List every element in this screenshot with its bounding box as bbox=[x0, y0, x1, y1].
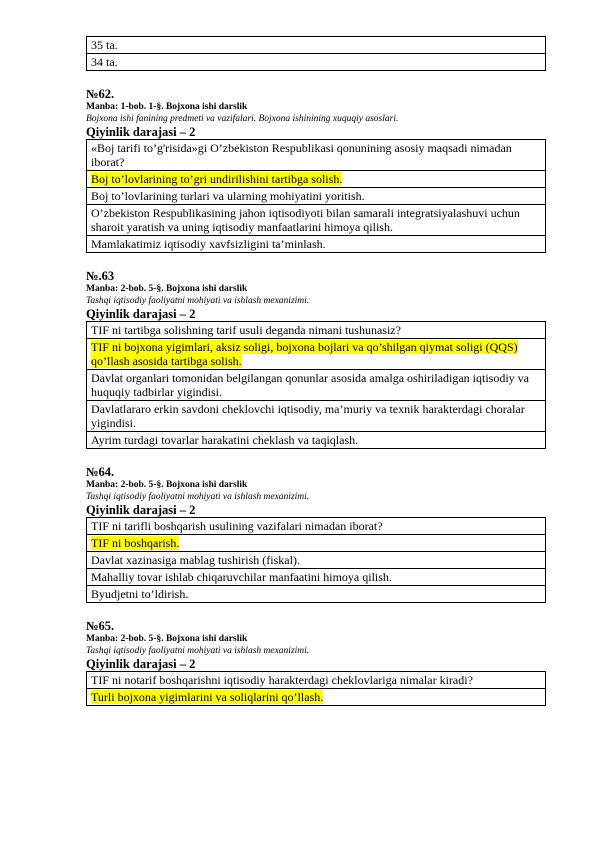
question-source: Manba: 2-bob. 5-§. Bojxona ishi darslik bbox=[86, 284, 248, 294]
answer-cell: Davlat organlari tomonidan belgilangan qonunlar asosida amalga oshiriladigan iqtisodiy va huquqiy tadbirlar yigindisi. bbox=[87, 370, 546, 401]
question-number: №65. bbox=[86, 619, 115, 633]
table-row bbox=[87, 37, 546, 54]
correct-answer-cell bbox=[87, 339, 546, 370]
answer-cell: Davlat xazinasiga mablag tushirish (fiskal). bbox=[87, 552, 546, 569]
correct-answer-highlight: TIF ni boshqarish. bbox=[91, 536, 180, 550]
question-table bbox=[86, 517, 546, 603]
table-row bbox=[87, 535, 546, 552]
table-row bbox=[87, 552, 546, 569]
table-row bbox=[87, 339, 546, 370]
question-block-63 bbox=[86, 269, 546, 449]
correct-answer-cell bbox=[87, 535, 546, 552]
answer-cell: Ayrim turdagi tovarlar harakatini cheklash va taqiqlash. bbox=[87, 432, 546, 449]
question-table bbox=[86, 671, 546, 706]
table-row bbox=[87, 401, 546, 432]
question-source: Manba: 1-bob. 1-§. Bojxona ishi darslik bbox=[86, 102, 248, 112]
table-row bbox=[87, 188, 546, 205]
question-text: «Boj tarifi to’g'risida»gi O’zbekiston Respublikasi qonunining asosiy maqsadi nimadan iborat? bbox=[87, 140, 546, 171]
difficulty-level: Qiyinlik darajasi – 2 bbox=[86, 125, 196, 139]
answer-cell: 34 ta. bbox=[87, 54, 546, 71]
answer-cell: Davlatlararo erkin savdoni cheklovchi iqtisodiy, ma’muriy va texnik harakterdagi choralar yigindisi. bbox=[87, 401, 546, 432]
question-number: №.63 bbox=[86, 269, 115, 283]
correct-answer-highlight: Boj to’lovlarining to’gri undirilishini tartibga solish. bbox=[91, 172, 343, 186]
question-topic: Tashqi iqtisodiy faoliyatni mohiyati va ishlash mexanizimi. bbox=[86, 296, 310, 306]
question-table bbox=[86, 139, 546, 253]
question-block-62 bbox=[86, 87, 546, 253]
document-page bbox=[86, 36, 546, 706]
correct-answer-highlight: Turli bojxona yigimlarini va soliqlarini qo’llash. bbox=[91, 690, 324, 704]
question-topic: Tashqi iqtisodiy faoliyatni mohiyati va ishlash mexanizimi. bbox=[86, 492, 310, 502]
question-source: Manba: 2-bob. 5-§. Bojxona ishi darslik bbox=[86, 634, 248, 644]
difficulty-level: Qiyinlik darajasi – 2 bbox=[86, 503, 196, 517]
answer-cell: 35 ta. bbox=[87, 37, 546, 54]
question-block-65 bbox=[86, 619, 546, 706]
table-row bbox=[87, 236, 546, 253]
table-row bbox=[87, 205, 546, 236]
correct-answer-cell bbox=[87, 689, 546, 706]
difficulty-level: Qiyinlik darajasi – 2 bbox=[86, 657, 196, 671]
table-row bbox=[87, 370, 546, 401]
table-row bbox=[87, 672, 546, 689]
question-table bbox=[86, 321, 546, 449]
difficulty-level: Qiyinlik darajasi – 2 bbox=[86, 307, 196, 321]
question-text: TIF ni tartibga solishning tarif usuli deganda nimani tushunasiz? bbox=[87, 322, 546, 339]
question-source: Manba: 2-bob. 5-§. Bojxona ishi darslik bbox=[86, 480, 248, 490]
question-text: TIF ni notarif boshqarishni iqtisodiy harakterdagi cheklovlariga nimalar kiradi? bbox=[87, 672, 546, 689]
table-row bbox=[87, 322, 546, 339]
correct-answer-highlight: TIF ni bojxona yigimlari, aksiz soligi, bojxona bojlari va qo’shilgan qiymat soligi (QQS) qo’llash asosida tartibga solish. bbox=[91, 340, 518, 368]
table-row bbox=[87, 586, 546, 603]
question-number: №64. bbox=[86, 465, 115, 479]
question-text: TIF ni tarifli boshqarish usulining vazifalari nimadan iborat? bbox=[87, 518, 546, 535]
answer-cell: Byudjetni to’ldirish. bbox=[87, 586, 546, 603]
answer-cell: Boj to’lovlarining turlari va ularning mohiyatini yoritish. bbox=[87, 188, 546, 205]
table-row bbox=[87, 171, 546, 188]
question-topic: Tashqi iqtisodiy faoliyatni mohiyati va ishlash mexanizimi. bbox=[86, 646, 310, 656]
table-row bbox=[87, 140, 546, 171]
answer-cell: Mahalliy tovar ishlab chiqaruvchilar manfaatini himoya qilish. bbox=[87, 569, 546, 586]
answer-cell: Mamlakatimiz iqtisodiy xavfsizligini ta’minlash. bbox=[87, 236, 546, 253]
table-row bbox=[87, 432, 546, 449]
question-number: №62. bbox=[86, 87, 115, 101]
previous-answers-table bbox=[86, 36, 546, 71]
question-block-64 bbox=[86, 465, 546, 603]
answer-cell: O’zbekiston Respublikasining jahon iqtisodiyoti bilan samarali integratsiyalashuvi uchun sharoit yaratish va uning iqtisodiy manfaatlarini himoya qilish. bbox=[87, 205, 546, 236]
table-row bbox=[87, 518, 546, 535]
table-row bbox=[87, 689, 546, 706]
question-topic: Bojxona ishi fanining predmeti va vazifalari. Bojxona ishinining xuquqiy asoslari. bbox=[86, 114, 399, 124]
correct-answer-cell bbox=[87, 171, 546, 188]
table-row bbox=[87, 54, 546, 71]
table-row bbox=[87, 569, 546, 586]
